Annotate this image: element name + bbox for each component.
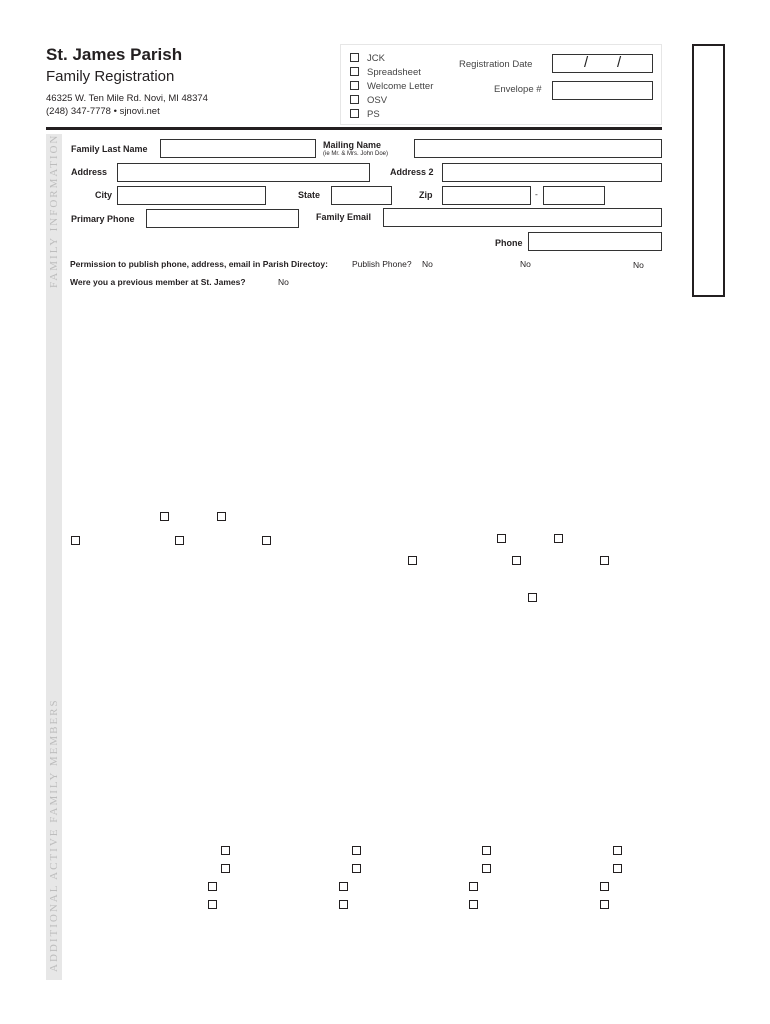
section-title-additional-members: ADDITIONAL ACTIVE FAMILY MEMBERS	[48, 698, 60, 972]
phone-input[interactable]	[528, 232, 662, 251]
checkbox[interactable]	[208, 900, 217, 909]
form-title: Family Registration	[46, 68, 175, 85]
side-tab-box	[692, 44, 725, 297]
checkbox[interactable]	[350, 95, 359, 104]
parish-address	[46, 92, 208, 118]
envelope-field[interactable]	[552, 81, 653, 100]
checkbox[interactable]	[339, 900, 348, 909]
family-email-label: Family Email	[316, 212, 372, 222]
checkbox[interactable]	[469, 900, 478, 909]
mailing-name-input[interactable]	[414, 139, 662, 158]
checkbox[interactable]	[350, 81, 359, 90]
address2-input[interactable]	[442, 163, 662, 182]
checkbox[interactable]	[221, 864, 230, 873]
checkbox[interactable]	[208, 882, 217, 891]
checkbox[interactable]	[217, 512, 226, 521]
office-checkbox-jck[interactable]	[350, 53, 385, 64]
checkbox[interactable]	[497, 534, 506, 543]
registration-date-label: Registration Date	[459, 59, 533, 70]
office-checkbox-welcome-letter[interactable]	[350, 81, 433, 92]
office-checkbox-spreadsheet[interactable]	[350, 67, 421, 78]
date-separator: /	[584, 54, 589, 71]
date-separator: /	[617, 54, 622, 71]
header-divider	[46, 127, 662, 130]
checkbox[interactable]	[262, 536, 271, 545]
office-checkbox-ps[interactable]	[350, 109, 380, 120]
zip-extension-input[interactable]	[543, 186, 605, 205]
checkbox[interactable]	[339, 882, 348, 891]
zip-label: Zip	[419, 190, 433, 200]
checkbox[interactable]	[469, 882, 478, 891]
checkbox-label: OSV	[367, 95, 388, 106]
phone-label: Phone	[495, 238, 523, 248]
checkbox[interactable]	[350, 109, 359, 118]
state-label: State	[298, 190, 321, 200]
checkbox[interactable]	[613, 846, 622, 855]
state-input[interactable]	[331, 186, 392, 205]
checkbox[interactable]	[71, 536, 80, 545]
mailing-name-label: Mailing Name	[323, 140, 382, 150]
city-label: City	[95, 190, 113, 200]
checkbox-label: PS	[367, 109, 380, 120]
family-email-input[interactable]	[383, 208, 662, 227]
checkbox[interactable]	[352, 864, 361, 873]
org-name: St. James Parish	[46, 45, 183, 64]
checkbox[interactable]	[613, 864, 622, 873]
checkbox[interactable]	[221, 846, 230, 855]
office-checkbox-osv[interactable]	[350, 95, 387, 106]
address-line: 46325 W. Ten Mile Rd. Novi, MI 48374	[46, 93, 208, 104]
checkbox[interactable]	[408, 556, 417, 565]
checkbox[interactable]	[352, 846, 361, 855]
checkbox[interactable]	[528, 593, 537, 602]
checkbox[interactable]	[600, 900, 609, 909]
checkbox[interactable]	[175, 536, 184, 545]
checkbox-label: Welcome Letter	[367, 81, 434, 92]
previous-member-label: Were you a previous member at St. James?	[70, 277, 246, 287]
checkbox-label: JCK	[367, 53, 385, 64]
checkbox[interactable]	[554, 534, 563, 543]
publish-phone-label: Publish Phone?	[352, 259, 412, 269]
city-input[interactable]	[117, 186, 266, 205]
checkbox[interactable]	[482, 864, 491, 873]
checkbox[interactable]	[160, 512, 169, 521]
primary-phone-input[interactable]	[146, 209, 299, 228]
primary-phone-label: Primary Phone	[71, 214, 135, 224]
publish-email-select[interactable]: No	[633, 260, 644, 270]
publish-phone-select[interactable]: No	[422, 259, 433, 269]
section-title-family-information: FAMILY INFORMATION	[48, 133, 60, 288]
zip-input[interactable]	[442, 186, 531, 205]
previous-member-select[interactable]: No	[278, 277, 289, 287]
permission-label: Permission to publish phone, address, email in Parish Directoy:	[70, 259, 328, 269]
publish-address-select[interactable]: No	[520, 259, 531, 269]
registration-date-field[interactable]	[552, 54, 653, 73]
checkbox-label: Spreadsheet	[367, 67, 421, 78]
checkbox[interactable]	[350, 53, 359, 62]
checkbox[interactable]	[600, 556, 609, 565]
family-last-name-input[interactable]	[160, 139, 316, 158]
contact-line: (248) 347-7778 • sjnovi.net	[46, 106, 160, 117]
checkbox[interactable]	[600, 882, 609, 891]
address-input[interactable]	[117, 163, 370, 182]
checkbox[interactable]	[350, 67, 359, 76]
address-label: Address	[71, 167, 108, 177]
checkbox[interactable]	[512, 556, 521, 565]
address2-label: Address 2	[390, 167, 434, 177]
checkbox[interactable]	[482, 846, 491, 855]
mailing-name-note: (ie Mr. & Mrs. John Doe)	[323, 151, 389, 157]
envelope-label: Envelope #	[494, 84, 542, 95]
zip-separator: -	[535, 189, 538, 199]
family-last-name-label: Family Last Name	[71, 144, 148, 154]
